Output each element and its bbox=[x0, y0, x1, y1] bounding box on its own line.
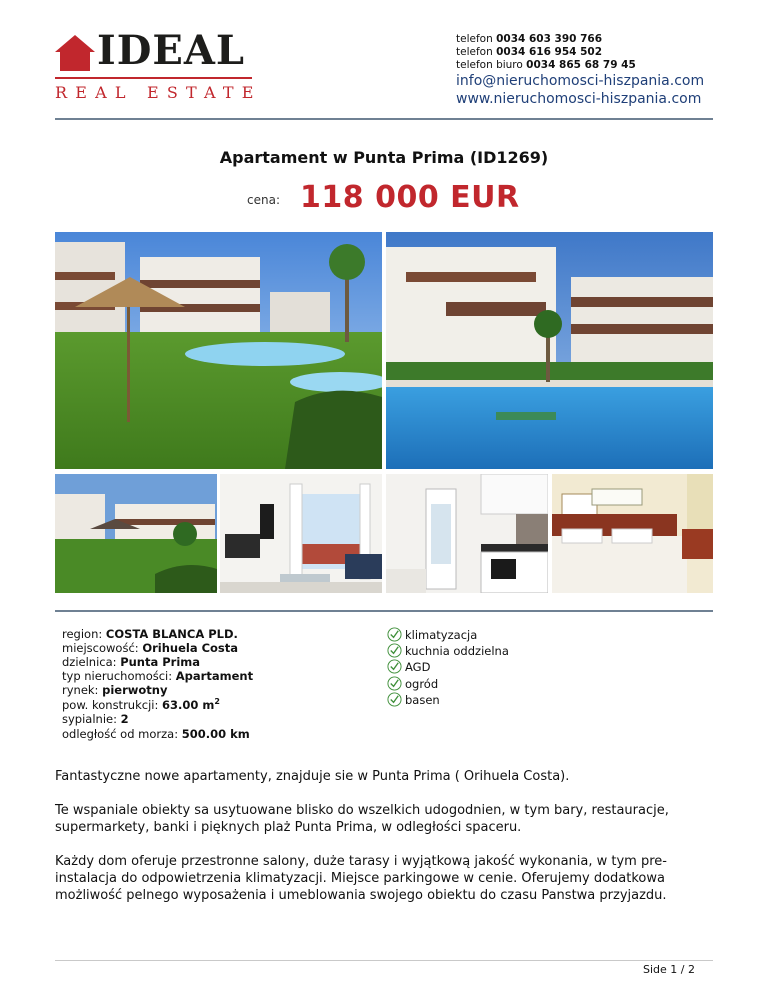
checkmark-icon bbox=[387, 692, 402, 707]
house-logo-icon bbox=[55, 35, 95, 71]
price-value: 118 000 EUR bbox=[300, 180, 520, 215]
feature-item: ogród bbox=[387, 676, 438, 691]
feature-item: kuchnia oddzielna bbox=[387, 643, 509, 658]
header-divider bbox=[55, 118, 713, 120]
price-label: cena: bbox=[247, 193, 280, 207]
description-paragraph: Te wspaniale obiekty sa usytuowane blisko do wszelkich udogodnien, w tym bary, restauracje, supermarkety, banki i pięknych plaż Punta Prima, w odległości spaceru. bbox=[55, 803, 669, 835]
detail-town: miejscowość: Orihuela Costa bbox=[62, 641, 239, 655]
detail-sea-distance: odległość od morza: 500.00 km bbox=[62, 727, 250, 741]
photo-living-room bbox=[220, 474, 382, 593]
detail-region: region: COSTA BLANCA PLD. bbox=[62, 627, 238, 641]
feature-item: basen bbox=[387, 692, 440, 707]
photo-bedroom bbox=[552, 474, 713, 593]
checkmark-icon bbox=[387, 643, 402, 658]
checkmark-icon bbox=[387, 659, 402, 674]
photo-garden-pool bbox=[55, 232, 382, 469]
detail-area: pow. konstrukcji: 63.00 $m^2$ bbox=[62, 697, 220, 712]
contact-email-link[interactable]: info@nieruchomosci-hiszpania.com bbox=[456, 73, 705, 89]
contact-phone-2: telefon 0034 616 954 502 bbox=[456, 46, 603, 58]
contact-phone-1: telefon 0034 603 390 766 bbox=[456, 33, 603, 45]
detail-bedrooms: sypialnie: 2 bbox=[62, 712, 129, 726]
photos-divider bbox=[55, 610, 713, 612]
logo-brand: IDEAL bbox=[97, 27, 246, 74]
detail-property-type: typ nieruchomości: Apartament bbox=[62, 669, 254, 683]
feature-item: klimatyzacja bbox=[387, 627, 477, 642]
footer-divider bbox=[55, 960, 713, 961]
contact-website-link[interactable]: www.nieruchomosci-hiszpania.com bbox=[456, 91, 702, 107]
contact-phone-office: telefon biuro 0034 865 68 79 45 bbox=[456, 59, 636, 71]
photo-pool-building bbox=[386, 232, 713, 469]
logo-rule bbox=[55, 77, 252, 79]
page-number: Side 1 / 2 bbox=[643, 963, 695, 976]
photo-garden-gazebo bbox=[55, 474, 217, 593]
detail-market: rynek: pierwotny bbox=[62, 683, 168, 697]
description-paragraph: Każdy dom oferuje przestronne salony, duże tarasy i wyjątkową jakość wykonania, w tym pre-instalacja do odpowietrzenia klimatyzacji. Miejsce parkingowe w cenie. Oferujemy dodatkowa możliwość pelnego wyposażenia i umeblowania swojego obiektu do czasu Panstwa przyjazdu. bbox=[55, 854, 667, 903]
checkmark-icon bbox=[387, 627, 402, 642]
company-logo bbox=[55, 27, 262, 103]
feature-item: AGD bbox=[387, 659, 430, 674]
logo-tagline: REAL ESTATE bbox=[55, 83, 262, 102]
description-paragraph: Fantastyczne nowe apartamenty, znajduje sie w Punta Prima ( Orihuela Costa). bbox=[55, 769, 570, 784]
listing-title: Apartament w Punta Prima (ID1269) bbox=[219, 148, 549, 167]
detail-district: dzielnica: Punta Prima bbox=[62, 655, 201, 669]
checkmark-icon bbox=[387, 676, 402, 691]
photo-kitchen bbox=[386, 474, 548, 593]
